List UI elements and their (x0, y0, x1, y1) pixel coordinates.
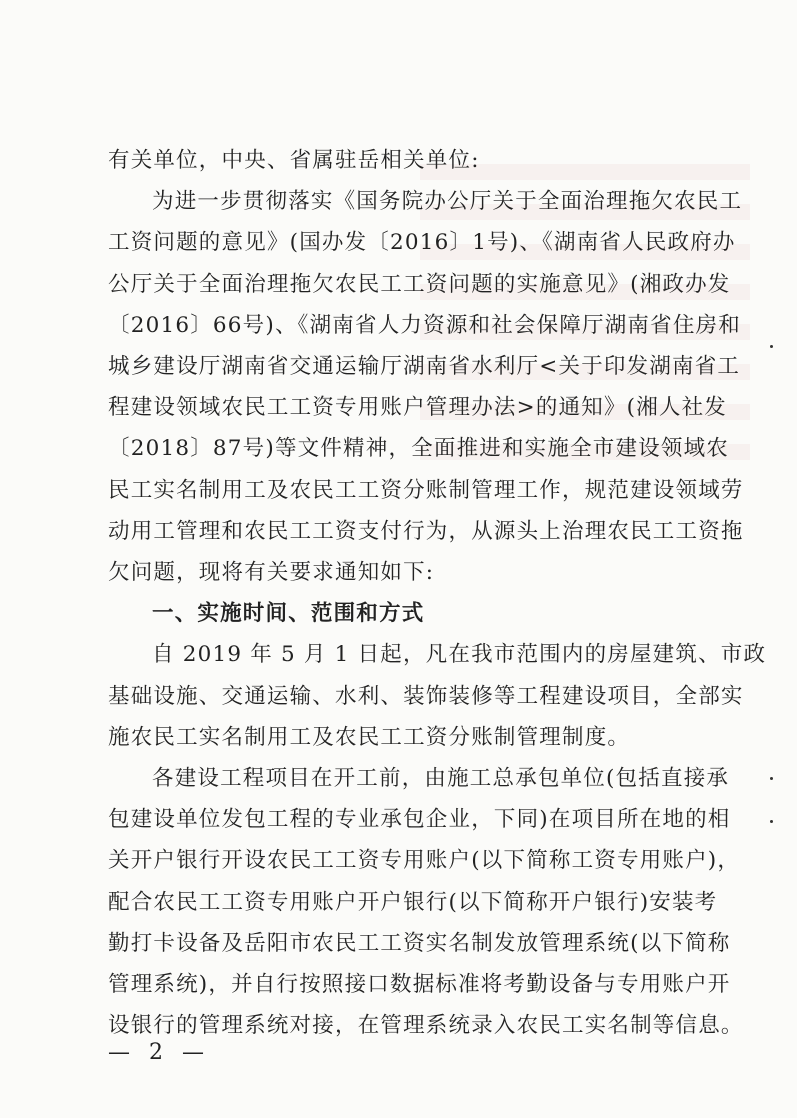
para2-line-6: 管理系统)，并自行按照接口数据标准将考勤设备与专用账户开 (108, 972, 731, 997)
intro-line-10: 欠问题，现将有关要求通知如下: (108, 560, 435, 585)
intro-line-4: 〔2016〕66号)、《湖南省人力资源和社会保障厅湖南省住房和 (108, 312, 741, 338)
scan-speck (770, 820, 773, 823)
intro-line-3: 公厅关于全面治理拖欠农民工工资问题的实施意见》(湘政办发 (108, 271, 731, 297)
para2-line-3: 关开户银行开设农民工工资专用账户(以下简称工资专用账户)， (108, 848, 741, 874)
para1-line-1: 自 2019 年 5 月 1 日起，凡在我市范围内的房屋建筑、市政 (152, 642, 767, 668)
intro-line-8: 民工实名制用工及农民工工资分账制管理工作，规范建设领域劳 (108, 477, 744, 503)
intro-line-6: 程建设领域农民工工资专用账户管理办法>的通知》(湘人社发 (108, 395, 728, 421)
intro-line-9: 动用工管理和农民工工资支付行为，从源头上治理农民工工资拖 (108, 518, 744, 544)
intro-line-7: 〔2018〕87号)等文件精神，全面推进和实施全市建设领域农 (108, 436, 729, 462)
para2-line-7: 设银行的管理系统对接，在管理系统录入农民工实名制等信息。 (108, 1013, 744, 1039)
intro-line-5: 城乡建设厅湖南省交通运输厅湖南省水利厅<关于印发湖南省工 (108, 354, 741, 379)
para2-line-2: 包建设单位发包工程的专业承包企业，下同)在项目所在地的相 (108, 807, 731, 833)
scan-speck (770, 345, 773, 348)
para2-line-5: 勤打卡设备及岳阳市农民工工资实名制发放管理系统(以下简称 (108, 930, 731, 956)
para1-line-3: 施农民工实名制用工及农民工工资分账制管理制度。 (108, 724, 631, 750)
para1-line-2: 基础设施、交通运输、水利、装饰装修等工程建设项目，全部实 (108, 683, 744, 709)
section-1-heading: 一、实施时间、范围和方式 (152, 601, 425, 627)
addressee-line: 有关单位，中央、省属驻岳相关单位: (108, 148, 480, 173)
para2-line-4: 配合农民工工资专用账户开户银行(以下简称开户银行)安装考 (108, 889, 718, 915)
page-number: — 2 — (108, 1040, 210, 1065)
scan-speck (770, 777, 773, 780)
intro-line-1: 为进一步贯彻落实《国务院办公厅关于全面治理拖欠农民工 (152, 189, 743, 215)
intro-line-2: 工资问题的意见》(国办发〔2016〕1号)、《湖南省人民政府办 (108, 230, 736, 256)
para2-line-1: 各建设工程项目在开工前，由施工总承包单位(包括直接承 (152, 766, 730, 791)
